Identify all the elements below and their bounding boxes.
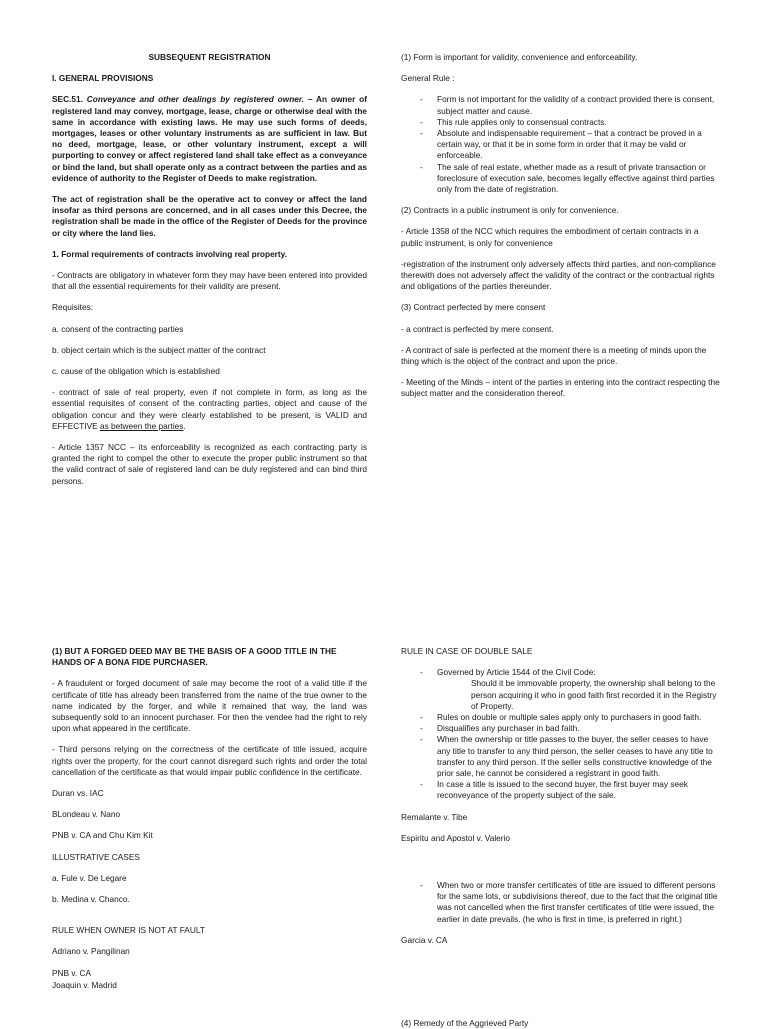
governed-list xyxy=(401,667,721,678)
sec51-italic: Conveyance and other dealings by registered owner. xyxy=(86,94,304,105)
general-rule-label: General Rule : xyxy=(401,73,455,84)
article-1357-paragraph: - Article 1357 NCC – its enforceability is recognized as each contracting party is granted the right to compel the other to execute the proper public instrument so that the valid contract of sale of registered land can be duly registered and can bind third persons. xyxy=(52,442,367,486)
illustrative-b: b. Medina v. Chanco. xyxy=(52,894,130,905)
rule-owner-heading: RULE WHEN OWNER IS NOT AT FAULT xyxy=(52,925,205,936)
list-item: - Absolute and indispensable requirement – that a contract be proved in a certain way, or that it be in some form in order that it may be valid or enforceable. xyxy=(437,128,721,162)
contract-sale-paragraph xyxy=(52,387,367,432)
public-instrument-heading: (2) Contracts in a public instrument is only for convenience. xyxy=(401,205,619,216)
list-item: - The sale of real estate, whether made as a result of private transaction or foreclosure of execution sale, becomes legally effective against third parties only from the date of registration. xyxy=(437,162,721,196)
forged-deed-heading: (1) BUT A FORGED DEED MAY BE THE BASIS OF A GOOD TITLE IN THE HANDS OF A BONA FIDE PURCHASER. xyxy=(52,646,337,668)
list-item: - This rule applies only to consensual contracts. xyxy=(437,117,721,128)
obligatory-paragraph: - Contracts are obligatory in whatever form they may have been entered into provided that all the essential requirements for their validity are present. xyxy=(52,270,367,292)
act-registration-paragraph: The act of registration shall be the operative act to convey or affect the land insofar as third persons are concerned, and in all cases under this Decree, the registration shall be made in the office of the Register of Deeds for the province or city where the land lies. xyxy=(52,194,367,238)
case-blondeau: BLondeau v. Nano xyxy=(52,809,121,820)
illustrative-a: a. Fule v. De Legare xyxy=(52,872,127,883)
article-1358-paragraph: - Article 1358 of the NCC which requires the embodiment of certain contracts in a public instrument, is only for convenience xyxy=(401,226,699,248)
sec51-paragraph xyxy=(52,94,367,184)
transfer-list xyxy=(401,880,721,925)
sale-perfected-paragraph: - A contract of sale is perfected at the moment there is a meeting of minds upon the thing which is the object of the contract and upon the price. xyxy=(401,344,707,367)
list-item: - In case a title is issued to the second buyer, the first buyer may seek reconveyance of the property subject of the sale. xyxy=(437,779,721,801)
case-duran: Duran vs. IAC xyxy=(52,788,104,799)
double-sale-list xyxy=(401,712,721,802)
registration-instrument-paragraph: -registration of the instrument only adversely affects third parties, and non-compliance therewith does not adversely affect the validity of the contract or the contractual rights and obligations of the parties thereunder. xyxy=(401,258,716,292)
illustrative-heading: ILLUSTRATIVE CASES xyxy=(52,851,140,862)
requisite-b: b. object certain which is the subject matter of the contract xyxy=(52,344,266,355)
contract-sale-underlined: as between the parties xyxy=(99,420,184,431)
case-remalante: Remalante v. Tibe xyxy=(401,811,468,822)
double-sale-heading: RULE IN CASE OF DOUBLE SALE xyxy=(401,646,533,656)
fraudulent-paragraph: - A fraudulent or forged document of sale may become the root of a valid title if the certificate of title has already been transferred from the name of the true owner to the name indicated by the forger, and while it remained that way, the land was subsequently sold to an innocent purchaser. For then the vendee had the right to rely upon what appeared in the certificate. xyxy=(52,678,367,734)
formal-requirements-heading: 1. Formal requirements of contracts involving real property. xyxy=(52,248,287,259)
perfected-consent-heading: (3) Contract perfected by mere consent xyxy=(401,302,546,313)
list-item: - Form is not important for the validity of a contract provided there is consent, subject matter and cause. xyxy=(437,94,721,116)
sec51-body: – An owner of registered land may convey, mortgage, lease, charge or otherwise deal with the same in accordance with existing laws. He may use such forms of deeds, mortgages, leases or other voluntary instruments as are sufficient in law. But no deed, mortgage, lease, or other voluntary instrument, except a will purporting to convey or affect registered land shall take effect as a conveyance or bind the land, but shall operate only as a contract between the parties and as evidence of authority to the Register of Deeds to make registration. xyxy=(52,94,367,183)
sec51-label: SEC.51. xyxy=(52,94,83,105)
requisite-a: a. consent of the contracting parties xyxy=(52,323,184,334)
general-rule-list xyxy=(401,94,721,195)
list-item: - Governed by Article 1544 of the Civil Code: xyxy=(437,667,721,678)
case-espiritu: Espiritu and Apostol v. Valerio xyxy=(401,832,510,843)
case-adriano: Adriano v. Pangilinan xyxy=(52,946,130,957)
section-heading-general-provisions: I. GENERAL PROVISIONS xyxy=(52,73,154,84)
form-important-heading: (1) Form is important for validity, convenience and enforceability. xyxy=(401,52,638,62)
case-pnb-ca: PNB v. CA xyxy=(52,967,92,978)
page1-left-column xyxy=(52,52,367,497)
list-item: - When the ownership or title passes to the buyer, the seller ceases to have any title to transfer to any third person, the seller ceases to have any title to transfer to any third person. If the seller sells constructive knowledge of the prior sale, he cannot be considered a registrant in good faith. xyxy=(437,734,721,779)
page2-left-column xyxy=(52,646,367,992)
list-item: - When two or more transfer certificates of title are issued to different persons for the same lots, or subdivisions thereof, due to the fact that the original title was not cancelled when the first transfer certificates of title were issued, the earlier in date prevails. (he who is first in time, is preferred in right.) xyxy=(437,880,721,925)
list-item: - Rules on double or multiple sales apply only to purchasers in good faith. xyxy=(437,712,721,723)
case-pnb-chu: PNB v. CA and Chu Kim Kit xyxy=(52,830,153,841)
perfected-line: - a contract is perfected by mere consent. xyxy=(401,323,554,334)
requisite-c: c. cause of the obligation which is established xyxy=(52,366,220,377)
page2-right-column xyxy=(401,646,721,956)
meeting-minds-paragraph: - Meeting of the Minds – intent of the parties in entering into the contract respecting the subject matter and the consideration thereof. xyxy=(401,377,720,399)
page1-right-column xyxy=(401,52,721,410)
requisites-label: Requisites: xyxy=(52,302,94,313)
third-persons-paragraph: - Third persons relying on the correctness of the certificate of title issued, acquire rights over the property, for the court cannot disregard such rights and order the total cancellation of the certificate as that would impair public confidence in the certificate. xyxy=(52,744,367,777)
partial-heading-remedy: (4) Remedy of the Aggrieved Party xyxy=(401,1018,529,1028)
case-joaquin: Joaquin v. Madrid xyxy=(52,979,117,990)
case-garcia: Garcia v. CA xyxy=(401,934,448,945)
immovable-quote: Should it be immovable property, the ownership shall belong to the person acquiring it who in good faith first recorded it in the Registry of Property. xyxy=(471,678,717,711)
list-item: - Disqualifies any purchaser in bad faith. xyxy=(437,723,721,734)
page-title: SUBSEQUENT REGISTRATION xyxy=(148,52,271,62)
contract-sale-text: - contract of sale of real property, even if not complete in form, as long as the essential requisites of consent of the contracting parties, object and cause of the obligation concur and they were clearly established to be present, is VALID and EFFECTIVE xyxy=(52,387,367,431)
contract-sale-end: . xyxy=(183,420,186,431)
